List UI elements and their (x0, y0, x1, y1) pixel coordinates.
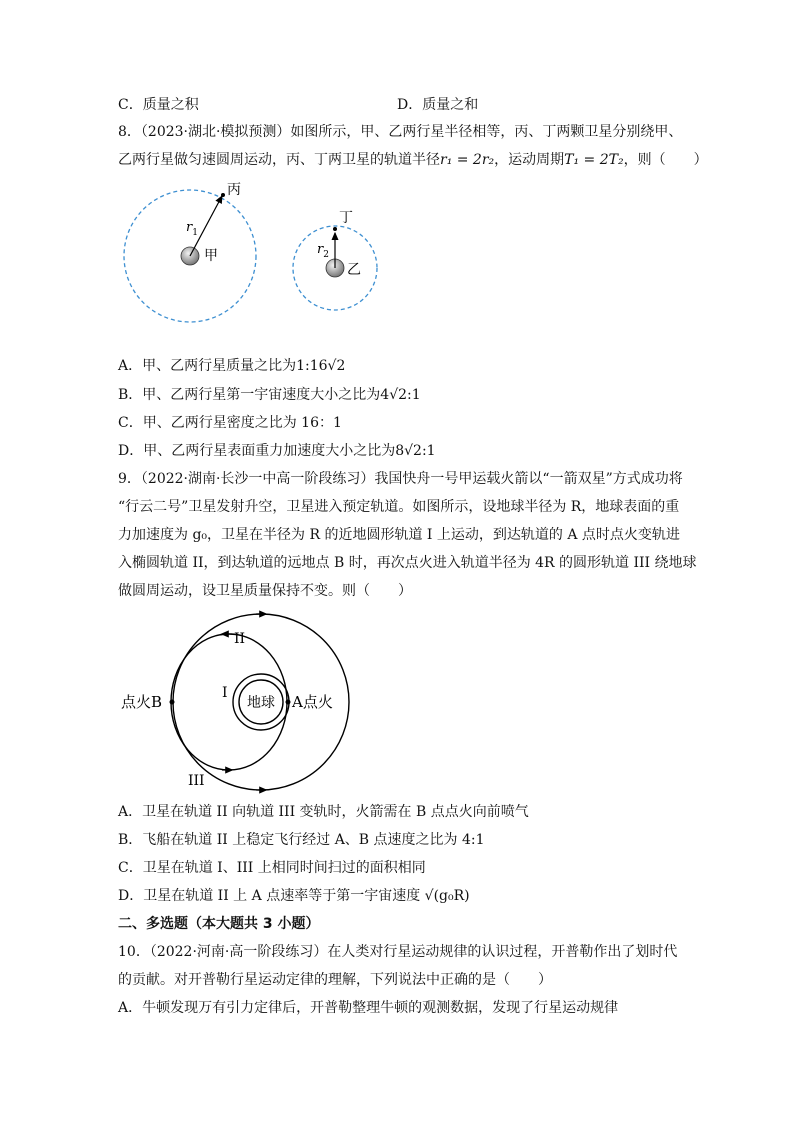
label-orbit-iii: III (188, 773, 205, 789)
q8-period-relation: T₁ = 2T₂ (564, 152, 624, 168)
q9-orbit-figure (118, 605, 368, 800)
q9-stem-line2: “行云二号”卫星发射升空，卫星进入预定轨道。如图所示，设地球半径为 R，地球表面的重 (118, 499, 680, 515)
radius-r1-arrow (190, 196, 222, 256)
q7-option-c: C．质量之积 (118, 97, 199, 113)
section-heading: 二、多选题（本大题共 3 小题） (118, 916, 320, 932)
label-bing: 丙 (227, 182, 241, 198)
q9-option-b: B．飞船在轨道 II 上稳定飞行经过 A、B 点速度之比为 4:1 (118, 832, 485, 848)
q9-stem-line3: 力加速度为 g₀，卫星在半径为 R 的近地圆形轨道 I 上运动，到达轨道的 A 点时点火变轨进 (118, 527, 680, 543)
label-r1: $r_1$ (186, 220, 198, 238)
q10-stem-line1: 10．（2022·河南·高一阶段练习）在人类对行星运动规律的认识过程，开普勒作出了划时代 (118, 944, 678, 960)
q9-stem-line4: 入椭圆轨道 II，到达轨道的远地点 B 时，再次点火进入轨道半径为 4R 的圆形轨道 III 绕地球 (118, 555, 697, 571)
label-ignite-b: 点火B (121, 693, 163, 711)
label-ding: 丁 (339, 210, 353, 226)
q8-figure (118, 178, 418, 328)
q8-option-b: B．甲、乙两行星第一宇宙速度大小之比为4√2:1 (118, 387, 421, 403)
label-orbit-ii: II (234, 631, 246, 647)
label-r2: $r_2$ (317, 242, 329, 260)
q9-stem-line1: 9．（2022·湖南·长沙一中高一阶段练习）我国快舟一号甲运载火箭以“一箭双星”方式成功将 (118, 471, 683, 487)
q8-stem-line1: 8．（2023·湖北·模拟预测）如图所示，甲、乙两行星半径相等，丙、丁两颗卫星分别绕甲、 (118, 124, 683, 140)
q7-option-d: D．质量之和 (397, 97, 479, 113)
label-orbit-i: I (222, 685, 228, 701)
q10-option-a: A．牛顿发现万有引力定律后，开普勒整理牛顿的观测数据，发现了行星运动规律 (118, 1000, 619, 1016)
q9-stem-line5: 做圆周运动，设卫星质量保持不变。则（ ） (118, 583, 412, 599)
q9-option-a: A．卫星在轨道 II 向轨道 III 变轨时，火箭需在 B 点点火向前喷气 (118, 804, 529, 820)
q8-radius-relation: r₁ = 2r₂ (440, 152, 495, 168)
label-yi: 乙 (347, 262, 361, 278)
q8-stem-line2: 乙两行星做匀速圆周运动，丙、丁两卫星的轨道半径r₁ = 2r₂，运动周期T₁ = 2T₂，则（ ） (118, 152, 708, 168)
q9-option-c: C．卫星在轨道 I、III 上相同时间扫过的面积相同 (118, 860, 426, 876)
q8-option-a: A．甲、乙两行星质量之比为1:16√2 (118, 358, 346, 374)
q8-option-d: D．甲、乙两行星表面重力加速度大小之比为8√2:1 (118, 443, 436, 459)
satellite-bing (221, 193, 225, 197)
point-b (170, 700, 175, 705)
label-ignite-a: A点火 (292, 693, 333, 711)
label-jia: 甲 (204, 248, 218, 264)
point-a (286, 700, 291, 705)
q10-stem-line2: 的贡献。对开普勒行星运动定律的理解，下列说法中正确的是（ ） (118, 972, 552, 988)
satellite-ding (333, 227, 337, 231)
q9-option-d: D．卫星在轨道 II 上 A 点速率等于第一宇宙速度 √(g₀R) (118, 888, 470, 904)
label-earth: 地球 (247, 695, 275, 711)
q8-option-c: C．甲、乙两行星密度之比为 16：1 (118, 415, 342, 431)
